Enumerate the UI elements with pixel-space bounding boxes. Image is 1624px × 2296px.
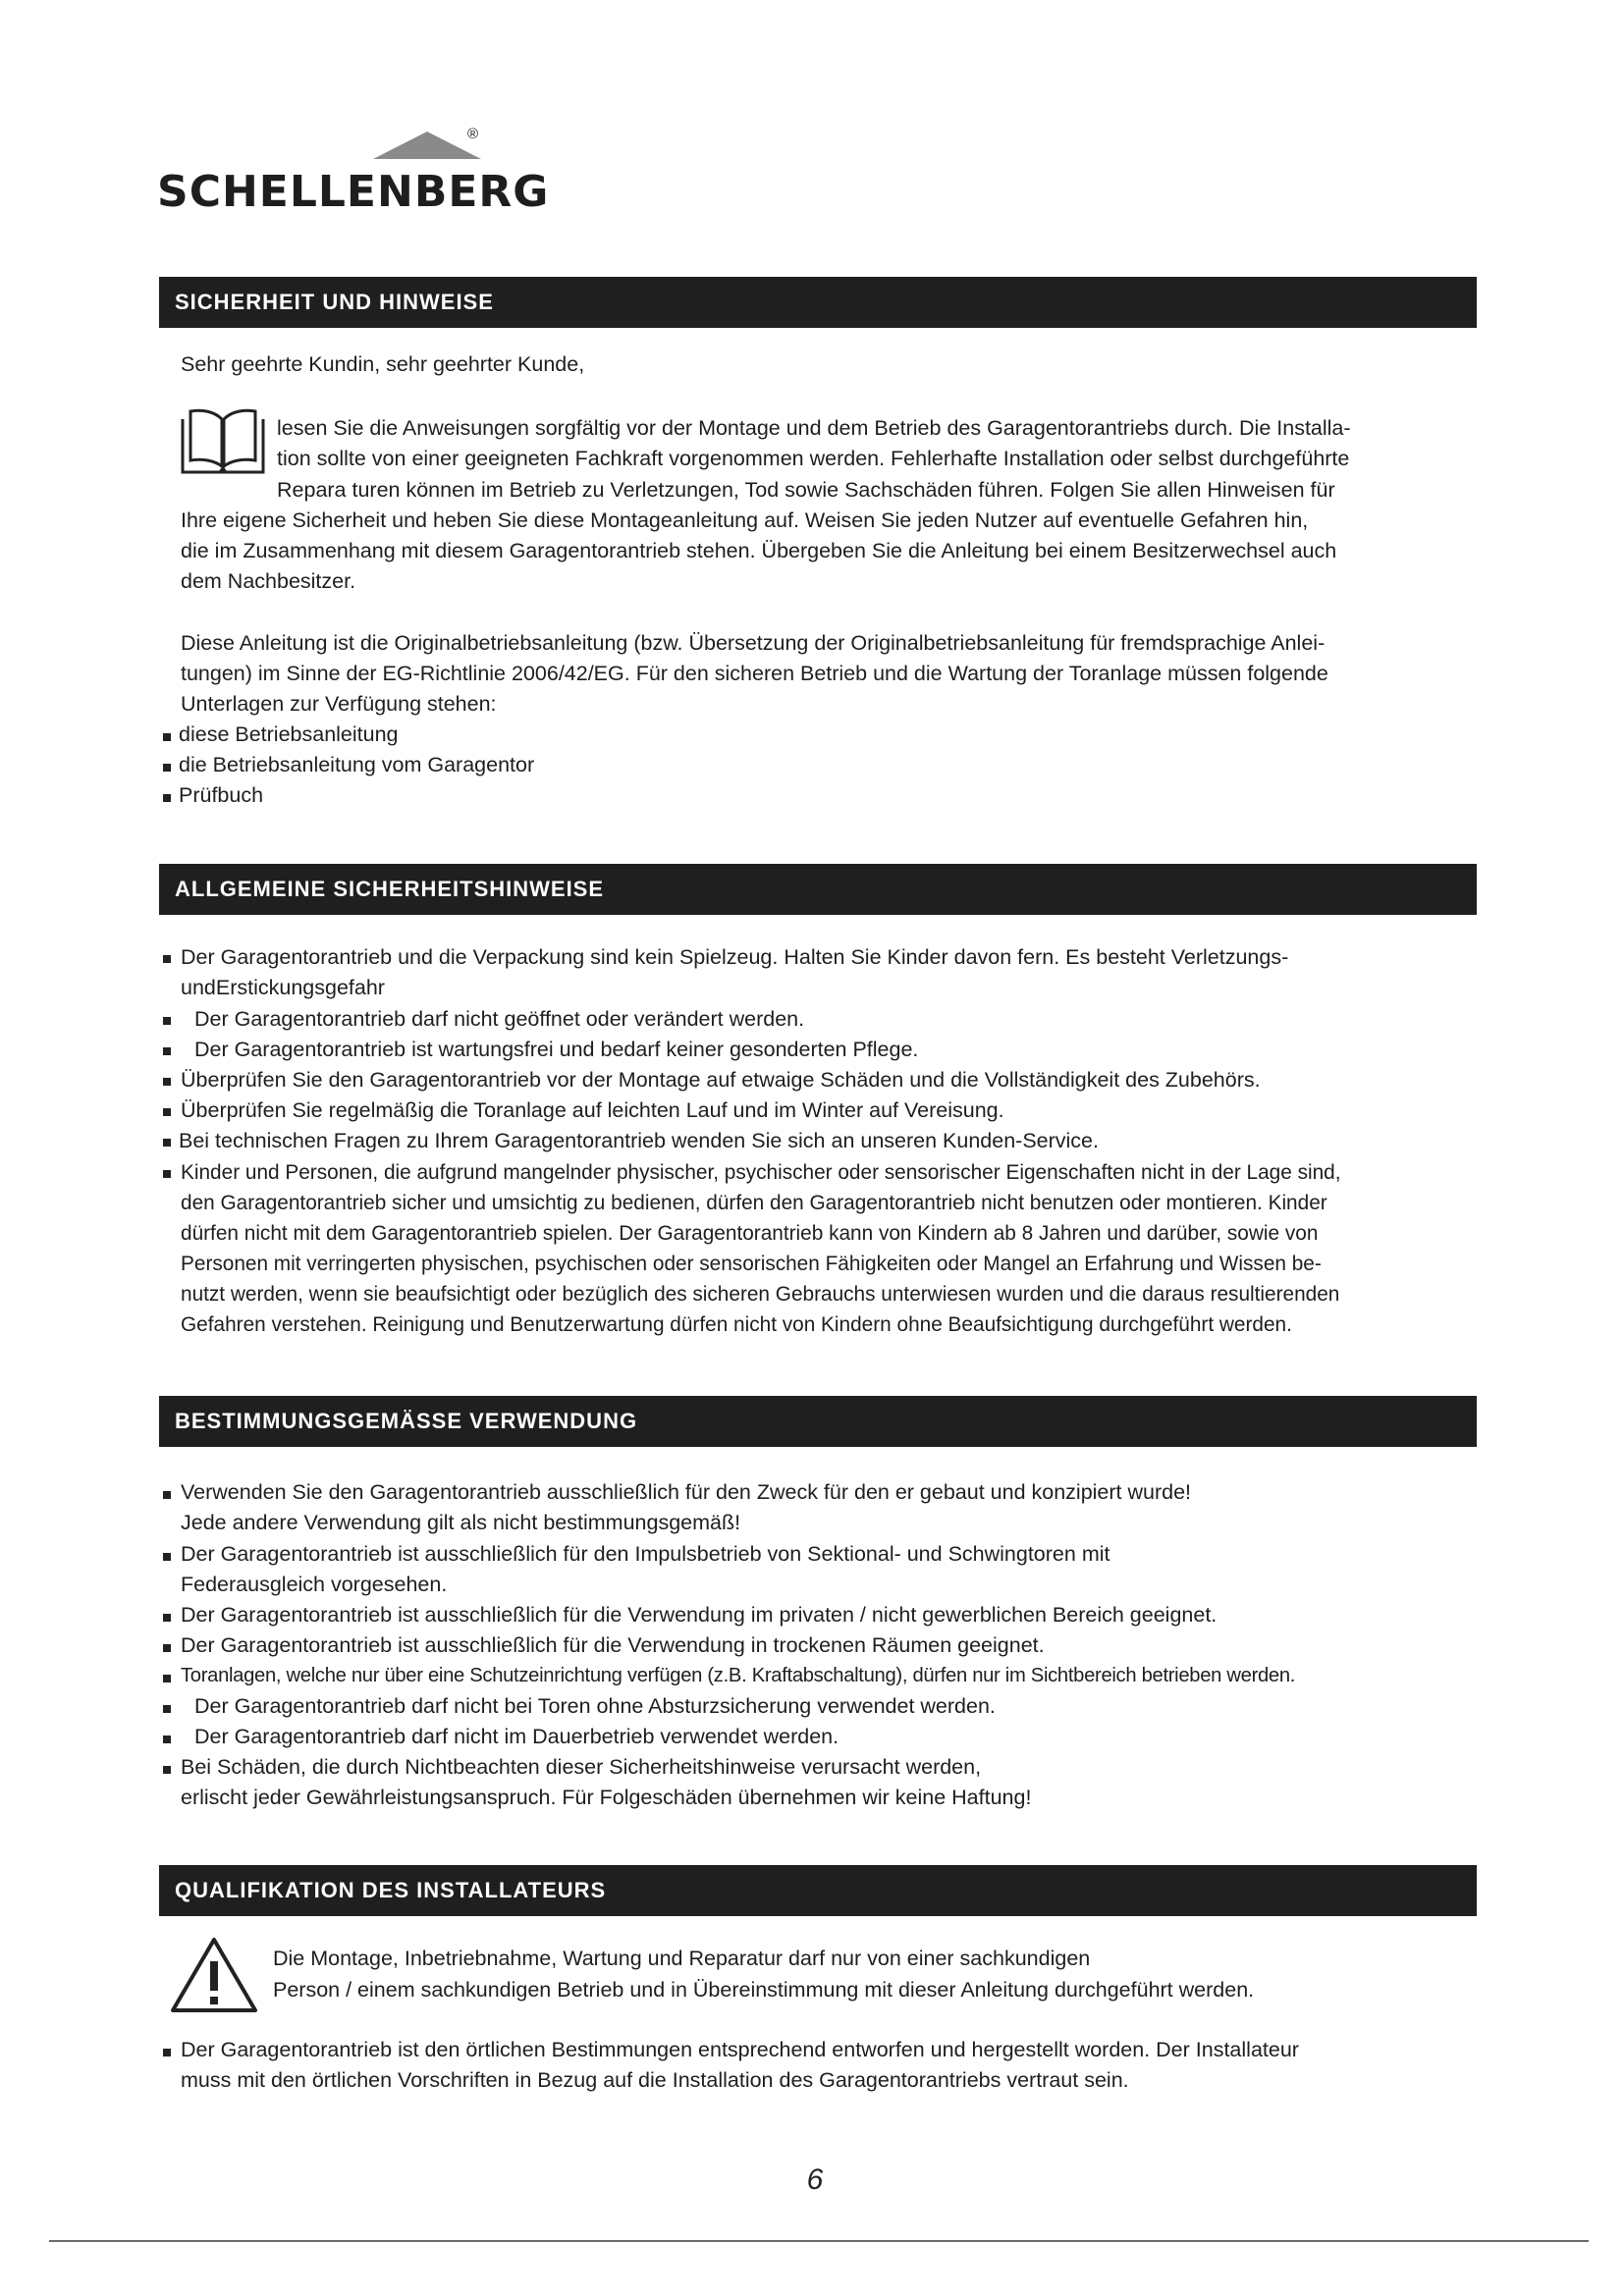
- list-item-line: Bei technischen Fragen zu Ihrem Garagentorantrieb wenden Sie sich an unseren Kunden-Service.: [179, 1129, 1099, 1152]
- list-item-line: undErstickungsgefahr: [181, 976, 385, 999]
- list-item-line: Der Garagentorantrieb ist den örtlichen Bestimmungen entsprechend entworfen und hergestellt worden. Der Installateur: [181, 2038, 1299, 2061]
- bullet: [163, 794, 171, 802]
- warning-text-line: Person / einem sachkundigen Betrieb und in Übereinstimmung mit dieser Anleitung durchgeführt werden.: [273, 1978, 1255, 2002]
- bullet: [163, 1078, 171, 1086]
- read-manual-book-icon: [181, 405, 265, 476]
- bullet: [163, 1705, 171, 1713]
- bullet: [163, 1735, 171, 1743]
- list-item-line: erlischt jeder Gewährleistungsanspruch. Für Folgeschäden übernehmen wir keine Haftung!: [181, 1786, 1032, 1809]
- registered-mark: ®: [467, 126, 479, 142]
- list-item-line: Personen mit verringerten physischen, psychischen oder sensorischen Fähigkeiten oder Mangel an Erfahrung und Wissen be-: [181, 1253, 1322, 1275]
- list-item-line: Der Garagentorantrieb ist ausschließlich für den Impulsbetrieb von Sektional- und Schwingtoren mit: [181, 1542, 1110, 1566]
- roof-logo-icon: [373, 132, 481, 161]
- warning-text-line: Die Montage, Inbetriebnahme, Wartung und Reparatur darf nur von einer sachkundigen: [273, 1947, 1091, 1970]
- list-item-line: Federausgleich vorgesehen.: [181, 1573, 448, 1596]
- list-item-line: dürfen nicht mit dem Garagentorantrieb spielen. Der Garagentorantrieb kann von Kindern ab 8 Jahren und darüber, sowie von: [181, 1222, 1319, 1245]
- bullet: [163, 1139, 171, 1147]
- list-item-line: Gefahren verstehen. Reinigung und Benutzerwartung dürfen nicht von Kindern ohne Beaufsichtigung durchgeführt werden.: [181, 1313, 1292, 1336]
- list-item-line: Der Garagentorantrieb darf nicht im Dauerbetrieb verwendet werden.: [194, 1725, 839, 1748]
- list-item-line: Überprüfen Sie den Garagentorantrieb vor der Montage auf etwaige Schäden und die Vollständigkeit des Zubehörs.: [181, 1068, 1261, 1092]
- bullet: [163, 1614, 171, 1622]
- section-heading-installer-qualification: QUALIFIKATION DES INSTALLATEURS: [159, 1865, 1477, 1916]
- list-item-line: Der Garagentorantrieb ist ausschließlich für die Verwendung in trockenen Räumen geeignet.: [181, 1633, 1045, 1657]
- list-item-line: Überprüfen Sie regelmäßig die Toranlage auf leichten Lauf und im Winter auf Vereisung.: [181, 1098, 1004, 1122]
- warning-triangle-icon: [169, 1936, 259, 2014]
- intro-line: lesen Sie die Anweisungen sorgfältig vor der Montage und dem Betrieb des Garagentorantriebs durch. Die Installa-: [277, 416, 1351, 440]
- section-heading-intended-use: BESTIMMUNGSGEMÄSSE VERWENDUNG: [159, 1396, 1477, 1447]
- bullet: [163, 1047, 171, 1055]
- list-item-line: Der Garagentorantrieb ist ausschließlich für die Verwendung im privaten / nicht gewerblichen Bereich geeignet.: [181, 1603, 1218, 1627]
- salutation: Sehr geehrte Kundin, sehr geehrter Kunde,: [181, 352, 585, 376]
- list-item-line: den Garagentorantrieb sicher und umsichtig zu bedienen, dürfen den Garagentorantrieb nicht benutzen oder montieren. Kinder: [181, 1192, 1327, 1214]
- list-item-line: Der Garagentorantrieb und die Verpackung sind kein Spielzeug. Halten Sie Kinder davon fern. Es besteht Verletzungs-: [181, 945, 1289, 969]
- bullet: [163, 1553, 171, 1561]
- intro-line: tion sollte von einer geeigneten Fachkraft vorgenommen werden. Fehlerhafte Installation oder selbst durchgeführte: [277, 447, 1350, 470]
- list-item: die Betriebsanleitung vom Garagentor: [179, 753, 535, 776]
- brand-name: SCHELLENBERG: [157, 167, 550, 217]
- intro-line: Repara turen können im Betrieb zu Verletzungen, Tod sowie Sachschäden führen. Folgen Sie allen Hinweisen für: [277, 478, 1335, 502]
- directive-paragraph-line: Diese Anleitung ist die Originalbetriebsanleitung (bzw. Übersetzung der Originalbetriebsanleitung für fremdsprachige Anlei-: [181, 631, 1326, 655]
- list-item-line: Der Garagentorantrieb darf nicht geöffnet oder verändert werden.: [194, 1007, 805, 1031]
- bullet: [163, 1017, 171, 1025]
- list-item: diese Betriebsanleitung: [179, 722, 399, 746]
- list-item-line: muss mit den örtlichen Vorschriften in Bezug auf die Installation des Garagentorantriebs vertraut sein.: [181, 2068, 1129, 2092]
- bullet: [163, 1491, 171, 1499]
- list-item: Prüfbuch: [179, 783, 264, 807]
- bullet: [163, 1170, 171, 1178]
- bullet: [163, 955, 171, 963]
- bullet: [163, 764, 171, 772]
- bullet: [163, 733, 171, 741]
- brand-logo: [157, 126, 550, 220]
- directive-paragraph-line: Unterlagen zur Verfügung stehen:: [181, 692, 497, 716]
- directive-paragraph-line: tungen) im Sinne der EG-Richtlinie 2006/42/EG. Für den sicheren Betrieb und die Wartung der Toranlage müssen folgende: [181, 662, 1328, 685]
- intro-line: dem Nachbesitzer.: [181, 569, 356, 593]
- list-item-line: Der Garagentorantrieb ist wartungsfrei und bedarf keiner gesonderten Pflege.: [194, 1038, 919, 1061]
- footer-rule: [49, 2240, 1589, 2242]
- section-heading-safety: SICHERHEIT UND HINWEISE: [159, 277, 1477, 328]
- list-item-line: Bei Schäden, die durch Nichtbeachten dieser Sicherheitshinweise verursacht werden,: [181, 1755, 982, 1779]
- list-item-line: Verwenden Sie den Garagentorantrieb ausschließlich für den Zweck für den er gebaut und konzipiert wurde!: [181, 1480, 1192, 1504]
- list-item-line: Toranlagen, welche nur über eine Schutzeinrichtung verfügen (z.B. Kraftabschaltung), dürfen nur im Sichtbereich betrieben werden.: [181, 1665, 1296, 1686]
- intro-line: die im Zusammenhang mit diesem Garagentorantrieb stehen. Übergeben Sie die Anleitung bei einem Besitzerwechsel auch: [181, 539, 1337, 562]
- bullet: [163, 1644, 171, 1652]
- list-item-line: Der Garagentorantrieb darf nicht bei Toren ohne Absturzsicherung verwendet werden.: [194, 1694, 996, 1718]
- list-item-line: Jede andere Verwendung gilt als nicht bestimmungsgemäß!: [181, 1511, 741, 1534]
- bullet: [163, 1675, 171, 1682]
- intro-line: Ihre eigene Sicherheit und heben Sie diese Montageanleitung auf. Weisen Sie jeden Nutzer auf eventuelle Gefahren hin,: [181, 508, 1309, 532]
- section-heading-general-safety: ALLGEMEINE SICHERHEITSHINWEISE: [159, 864, 1477, 915]
- list-item-line: nutzt werden, wenn sie beaufsichtigt oder bezüglich des sicheren Gebrauchs unterwiesen wurden und die daraus resultierenden: [181, 1283, 1340, 1306]
- list-item-line: Kinder und Personen, die aufgrund mangelnder physischer, psychischer oder sensorischer Eigenschaften nicht in der Lage sind,: [181, 1161, 1341, 1184]
- bullet: [163, 1108, 171, 1116]
- bullet: [163, 1766, 171, 1774]
- page-number: 6: [806, 2163, 824, 2196]
- bullet: [163, 2049, 171, 2056]
